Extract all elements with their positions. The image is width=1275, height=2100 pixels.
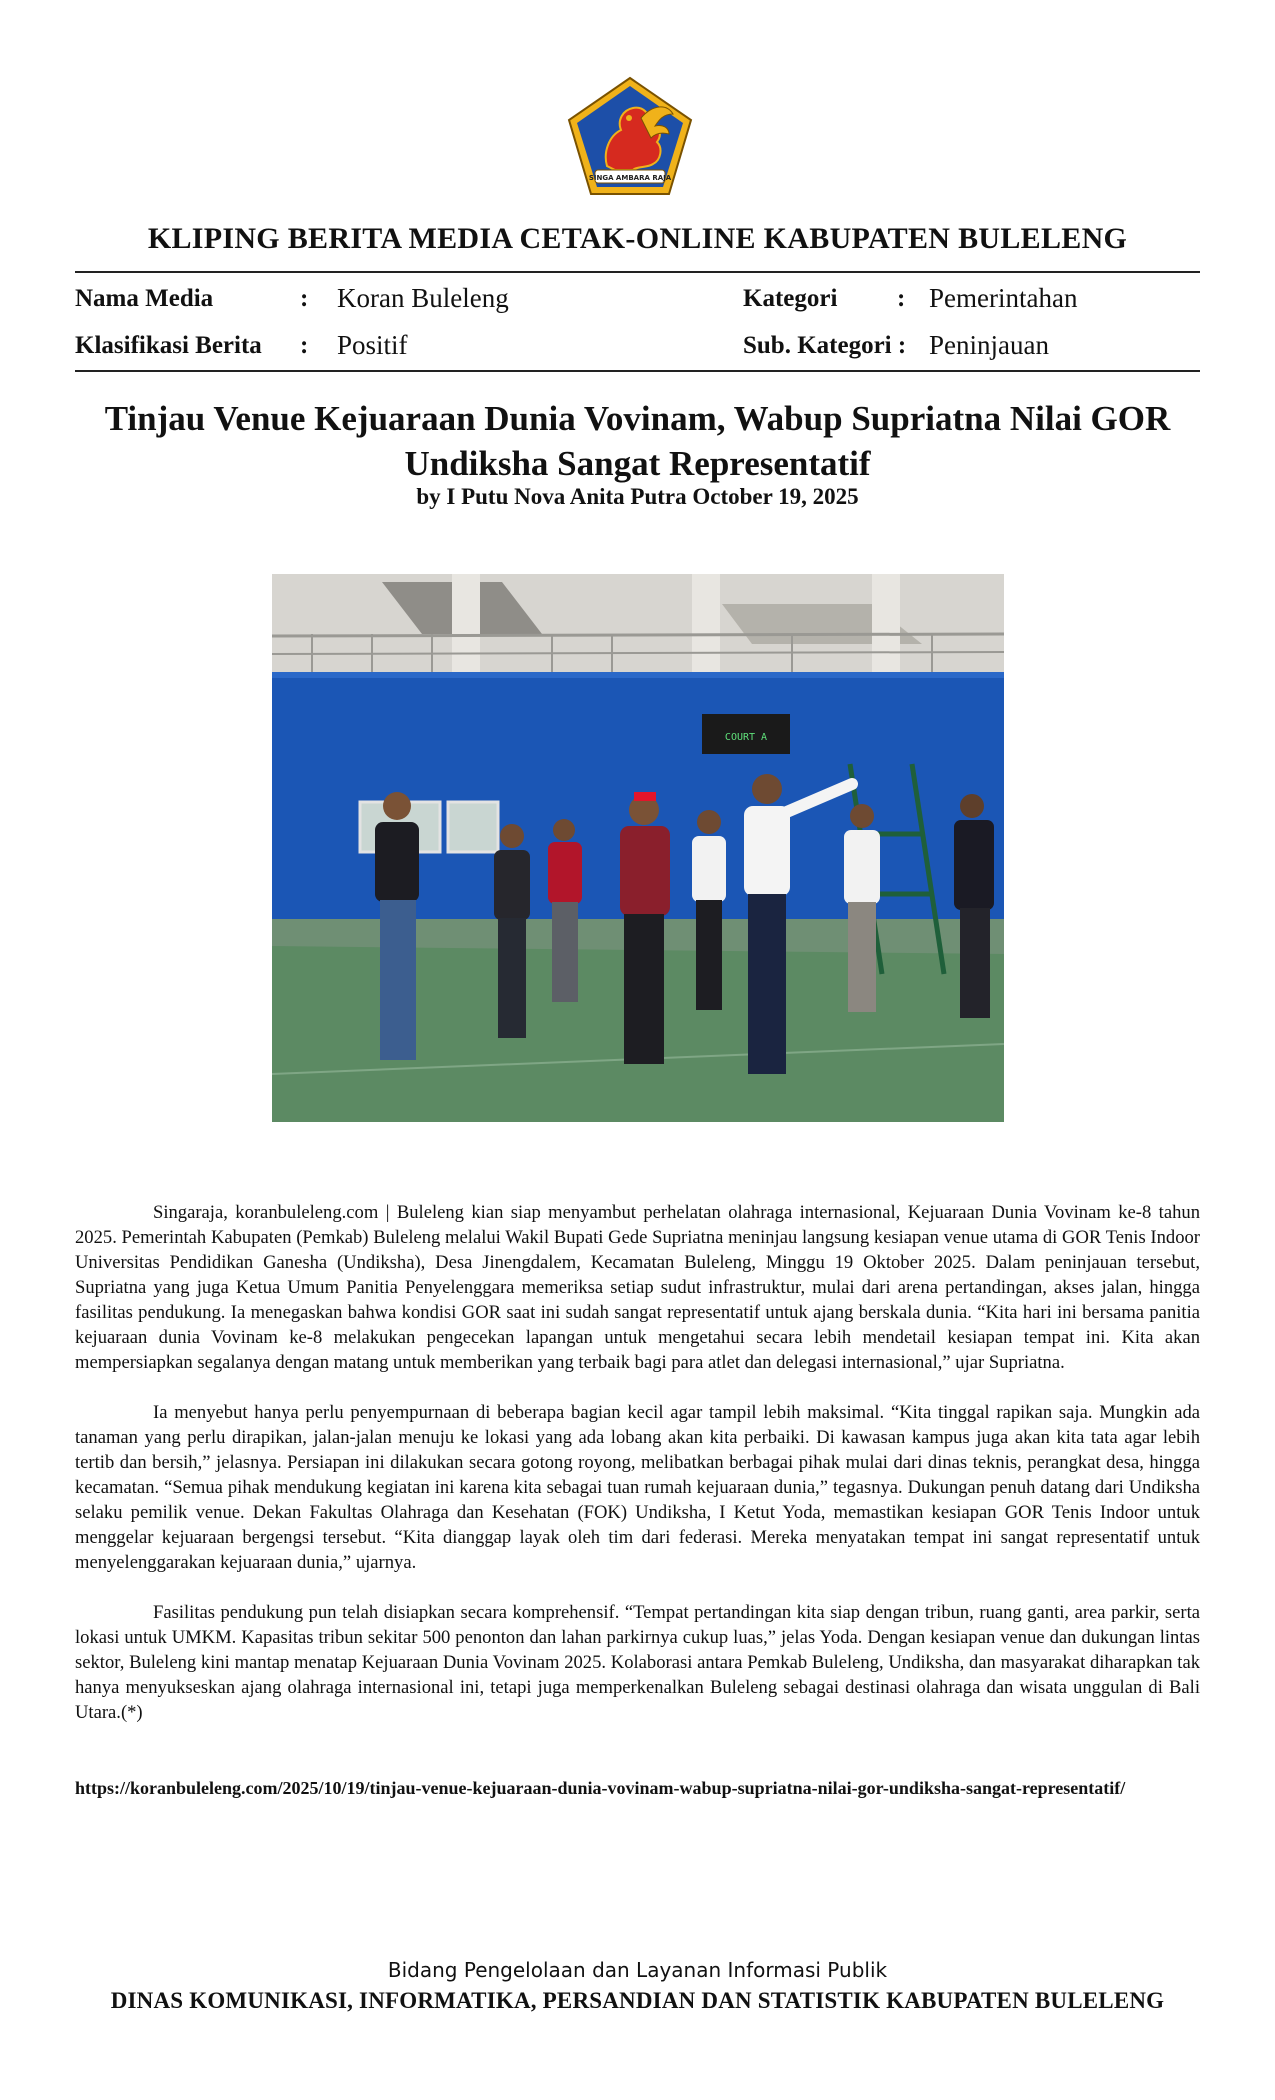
header-divider-top <box>75 271 1200 273</box>
footer-agency: DINAS KOMUNIKASI, INFORMATIKA, PERSANDIAN DAN STATISTIK KABUPATEN BULELENG <box>110 1988 1165 2013</box>
meta-klasifikasi-sep: : <box>300 332 309 359</box>
buleleng-crest-logo <box>563 74 697 200</box>
meta-nama-media-sep: : <box>300 285 309 312</box>
meta-nama-media-label: Nama Media <box>75 285 214 312</box>
meta-kategori-label: Kategori <box>743 285 838 312</box>
meta-sub-kategori-label: Sub. Kategori : <box>743 332 907 359</box>
meta-kategori-value: Pemerintahan <box>929 283 1078 313</box>
article-byline: by I Putu Nova Anita Putra October 19, 2025 <box>416 484 859 509</box>
meta-sub-kategori-value: Peninjauan <box>929 330 1049 360</box>
scoreboard-text: COURT A <box>724 732 768 743</box>
footer-department: Bidang Pengelolaan dan Layanan Informasi Publik <box>387 1958 888 1982</box>
clipping-header-title: KLIPING BERITA MEDIA CETAK-ONLINE KABUPATEN BULELENG <box>147 222 1128 255</box>
article-source-link[interactable]: https://koranbuleleng.com/2025/10/19/tinjau-venue-kejuaraan-dunia-vovinam-wabup-supriatna-nilai-gor-undiksha-sangat-representatif/ <box>75 1778 1126 1798</box>
article-paragraph: Ia menyebut hanya perlu penyempurnaan di beberapa bagian kecil agar tampil lebih maksimal. “Kita tinggal rapikan saja. Mungkin ada tanaman yang perlu dirapikan, jalan-jalan menuju ke lokasi yang ada lobang akan kita perbaiki. Di kawasan kampus juga akan kita tata agar lebih tertib dan bersih,” jelasnya. Persiapan ini dilakukan secara gotong royong, melibatkan berbagai pihak mulai dari dinas teknis, perangkat desa, hingga kecamatan. “Semua pihak mendukung kegiatan ini karena kita sebagai tuan rumah kejuaraan dunia,” tegasnya. Dukungan penuh datang dari Undiksha selaku pemilik venue. Dekan Fakultas Olahraga dan Kesehatan (FOK) Undiksha, I Ketut Yoda, memastikan kesiapan GOR Tenis Indoor untuk menggelar kejuaraan bergengsi tersebut. “Kita dianggap layak oleh tim dari federasi. Mereka menyatakan tempat ini sangat representatif untuk menyelenggarakan kejuaraan dunia,” ujarnya. <box>75 1402 1200 1573</box>
article-paragraph: Fasilitas pendukung pun telah disiapkan secara komprehensif. “Tempat pertandingan kita siap dengan tribun, ruang ganti, area parkir, serta lokasi untuk UMKM. Kapasitas tribun sekitar 500 penonton dan lahan parkirnya cukup luas,” jelas Yoda. Dengan kesiapan venue dan dukungan lintas sektor, Buleleng kini mantap menatap Kejuaraan Dunia Vovinam 2025. Kolaborasi antara Pemkab Buleleng, Undiksha, dan masyarakat diharapkan tak hanya menyukseskan ajang olahraga internasional ini, tetapi juga memperkenalkan Buleleng sebagai destinasi olahraga dan wisata unggulan di Bali Utara.(*) <box>75 1602 1200 1723</box>
meta-kategori-sep: : <box>897 285 906 312</box>
meta-klasifikasi-label: Klasifikasi Berita <box>75 332 262 359</box>
singa-ambara-raja-crest-icon <box>563 74 697 200</box>
article-title: Tinjau Venue Kejuaraan Dunia Vovinam, Wabup Supriatna Nilai GOR Undiksha Sangat Representatif <box>104 399 1171 483</box>
article-body <box>75 1200 1200 1750</box>
crest-banner-text: SINGA AMBARA RAJA <box>588 174 672 182</box>
header-divider-bottom <box>75 370 1200 372</box>
article-paragraph: Singaraja, koranbuleleng.com | Buleleng kian siap menyambut perhelatan olahraga internasional, Kejuaraan Dunia Vovinam ke-8 tahun 2025. Pemerintah Kabupaten (Pemkab) Buleleng melalui Wakil Bupati Gede Supriatna meninjau langsung kesiapan venue utama di GOR Tenis Indoor Universitas Pendidikan Ganesha (Undiksha), Desa Jinengdalem, Kecamatan Buleleng, Minggu 19 Oktober 2025. Dalam peninjauan tersebut, Supriatna yang juga Ketua Umum Panitia Penyelenggara memeriksa setiap sudut infrastruktur, mulai dari arena pertandingan, akses jalan, hingga fasilitas pendukung. Ia menegaskan bahwa kondisi GOR saat ini sudah sangat representatif untuk ajang berskala dunia. “Kita hari ini bersama panitia kejuaraan dunia Vovinam ke-8 melakukan pengecekan lapangan untuk mengetahui secara lebih mendetail kesiapan tempat ini. Kita akan mempersiapkan segalanya dengan matang untuk memberikan yang terbaik bagi para atlet dan delegasi internasional,” ujar Supriatna. <box>75 1202 1200 1373</box>
meta-nama-media-value: Koran Buleleng <box>337 283 509 313</box>
article-photo <box>272 574 1004 1122</box>
meta-klasifikasi-value: Positif <box>337 330 408 360</box>
